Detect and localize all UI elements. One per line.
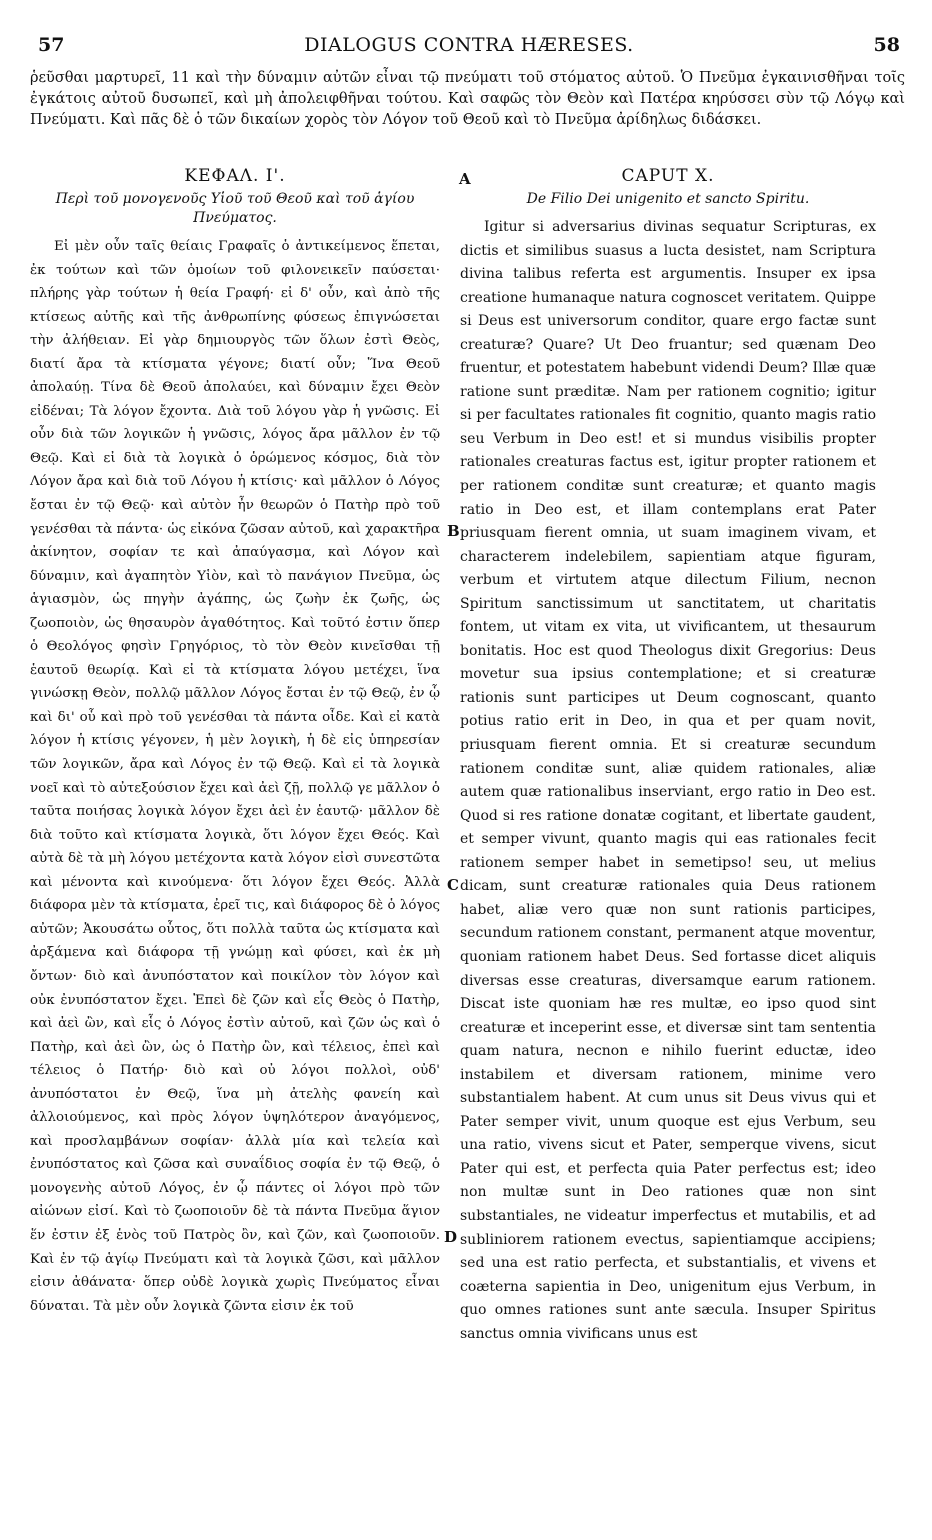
page-number-right: 58: [873, 34, 900, 56]
intro-paragraph: [30, 68, 905, 131]
latin-body-text: Igitur si adversarius divinas sequatur Scripturas, ex dictis et similibus suasus a lucta desistet, nam Scriptura divina talibus referta est argumentis. Insuper ex ipsa creatione humanaque natura cognoscet veritatem. Quippe si Deus est universorum conditor, quare ergo factæ sunt creaturæ? Quare? Ut Deo fruantur; sed quænam Deo fruentur, et potestatem habebunt videndi Deum? Illæ quæ ratione sunt præditæ. Nam per rationem cognitio; igitur si per facultates rationales fit cognitio, quanto magis ratio seu Verbum in Deo est! et si mundus visibilis propter rationales creaturas factus est, igitur propter rationem et per rationem conditæ sunt creaturæ; et quanto magis ratio in Deo est, et illam contemplans erat Pater priusquam fierent omnia, ut suam imaginem vivam, et characterem indelebilem, sapientiam atque figuram, verbum et virtutem atque dilectum Filium, necnon Spiritum sanctissimum ut sanctitatem, ut charitatis fontem, ut vitam ex vita, ut vivificantem, ut thesaurum bonitatis. Hoc est quod Theologus dixit Gregorius: Deus movetur sua ipsius contemplatione; et si creaturæ rationis sunt participes ut Deum cognoscant, quanto potius ratio erit in Deo, in qua et per quam novit, priusquam fierent omnia. Et si creaturæ secundum rationem conditæ sunt, aliæ quidem rationales, aliæ autem quæ rationalibus inserviant, ergo ratio in Deo est. Quod si res ratione donatæ cogitant, et libertate gaudent, et semper vivunt, quanto magis qui eas rationales fecit rationem semper habet in semetipso! seu, ut melius dicam, sunt creaturæ rationales quia Deus rationem habet, aliæ vero quæ non sunt rationis participes, secundum rationem constant, permanent atque moventur, quoniam rationem habet Deus. Sed fortasse dicet aliquis diversas esse creaturas, diversamque earum rationem. Discat iste quoniam hæ res multæ, eo ipso quod sint creaturæ et inceperint esse, et diversæ sint tam sententia quam natura, necnon e nihilo fuerint eductæ, ideo instabilem et diversam rationem, minime vero substantialem habent. At cum unus sit Deus vivus qui et Pater semper vivit, unum quoque est ejus Verbum, seu una ratio, vivens sicut et Pater, semperque vivens, sicut Pater qui est, et perfecta quia Pater perfectus est; ideo non multæ sunt in Deo rationes quæ non sint substantiales, ne videatur imperfectus et mutabilis, et ad subliniorem rationem evectus, sapientiamque accipiens; sed una est ratio perfecta, et substantialis, et vivens et coæterna sapientia in Deo, unigenitum ejus Verbum, in quo omnes rationes sunt ante sæcula. Insuper Spiritus sanctus omnia vivificans unus est: [460, 219, 876, 1342]
running-title: DIALOGUS CONTRA HÆRESES.: [304, 34, 634, 56]
greek-chapter-subtitle: Περὶ τοῦ μονογενοῦς Υἱοῦ τοῦ Θεοῦ καὶ τοῦ ἁγίου Πνεύματος.: [55, 191, 415, 226]
running-header: [38, 34, 900, 62]
intro-text: ῥεῦσθαι μαρτυρεῖ, 11 καὶ τὴν δύναμιν αὐτῶν εἶναι τῷ πνεύματι τοῦ στόματος αὐτοῦ. Ὁ Πνεῦμα ἐγκαινισθῆναι τοῖς ἐγκάτοις αὐτοῦ δυσωπεῖ, καὶ μὴ ἀπολειφθῆναι τούτου. Καὶ σαφῶς τὸν Θεὸν καὶ Πατέρα κηρύσσει σὺν τῷ Λόγῳ καὶ Πνεύματι. Καὶ πᾶς δὲ ὁ τῶν δικαίων χορὸς τὸν Λόγον τοῦ Θεοῦ καὶ τὸ Πνεῦμα ἀρίδηλως διδάσκει.: [30, 70, 905, 128]
margin-marker-c: C: [447, 876, 459, 894]
margin-marker-b: B: [447, 522, 460, 540]
latin-column: [460, 166, 876, 1346]
margin-marker-a: A: [459, 170, 471, 188]
latin-chapter-subtitle: De Filio Dei unigenito et sancto Spiritu.: [526, 191, 810, 207]
greek-column: [30, 166, 440, 1318]
latin-chapter-heading: CAPUT X.: [621, 166, 715, 186]
margin-marker-d: D: [444, 1228, 458, 1246]
greek-chapter-heading: ΚΕΦΑΛ. Ι'.: [184, 166, 286, 186]
greek-body-text: Εἰ μὲν οὖν ταῖς θείαις Γραφαῖς ὁ ἀντικείμενος ἕπεται, ἐκ τούτων καὶ τῶν ὁμοίων τοῦ φιλονεικεῖν παύσεται· πλήρης γὰρ τούτων ἡ θεία Γραφή· εἰ δ' οὖν, καὶ ἀπὸ τῆς κτίσεως αὐτῆς καὶ τῆς ἀνθρωπίνης φύσεως ἐπιγνώσεται τὴν ἀλήθειαν. Εἰ γὰρ δημιουργὸς τῶν ὅλων ἐστὶ Θεὸς, διατί ἄρα τὰ κτίσματα γέγονε; διατί οὖν; Ἵνα Θεοῦ ἀπολαύῃ. Τίνα δὲ Θεοῦ ἀπολαύει, καὶ δύναμιν ἔχει Θεὸν εἰδέναι; Τὰ λόγον ἔχοντα. Διὰ τοῦ λόγου γὰρ ἡ γνῶσις. Εἰ οὖν διὰ τῶν λογικῶν ἡ γνῶσις, λόγος ἄρα μᾶλλον ἐν τῷ Θεῷ. Καὶ εἰ διὰ τὰ λογικὰ ὁ ὁρώμενος κόσμος, διὰ τὸν Λόγον ἄρα καὶ διὰ τοῦ Λόγου ἡ κτίσις· καὶ μᾶλλον ὁ Λόγος ἔσται ἐν τῷ Θεῷ· καὶ αὐτὸν ἦν θεωρῶν ὁ Πατὴρ πρὸ τοῦ γενέσθαι τὰ πάντα· ὡς εἰκόνα ζῶσαν αὐτοῦ, καὶ χαρακτῆρα ἀκίνητον, σοφίαν τε καὶ ἀπαύγασμα, καὶ Λόγον καὶ δύναμιν, καὶ ἀγαπητὸν Υἱὸν, καὶ τὸ πανάγιον Πνεῦμα, ὡς ἁγιασμὸν, ὡς πηγὴν ἀγάπης, ὡς ζωὴν ἐκ ζωῆς, ὡς ζωοποιὸν, ὡς θησαυρὸν ἀγαθότητος. Καὶ τοῦτό ἐστιν ὅπερ ὁ Θεολόγος φησὶν Γρηγόριος, τὸ τὸν Θεὸν κινεῖσθαι τῇ ἑαυτοῦ θεωρίᾳ. Καὶ εἰ τὰ κτίσματα λόγου μετέχει, ἵνα γινώσκῃ Θεὸν, πολλῷ μᾶλλον Λόγος ἔσται ἐν τῷ Θεῷ, ἐν ᾧ καὶ δι' οὗ καὶ πρὸ τοῦ γενέσθαι τὰ πάντα οἶδε. Καὶ εἰ κατὰ λόγον ἡ κτίσις γέγονεν, ἡ μὲν λογικὴ, ἡ δὲ εἰς ὑπηρεσίαν τῶν λογικῶν, ἄρα καὶ Λόγος ἐν τῷ Θεῷ. Καὶ εἰ τὰ λογικὰ νοεῖ καὶ τὸ αὐτεξούσιον ἔχει καὶ ἀεὶ ζῇ, πολλῷ γε μᾶλλον ὁ ταῦτα ποιήσας λογικὰ λόγον ἔχει ἀεὶ ἐν ἑαυτῷ· μᾶλλον δὲ διὰ τοῦτο καὶ κτίσματα λογικὰ, ὅτι λόγον ἔχει Θεός. Καὶ αὐτὰ δὲ τὰ μὴ λόγου μετέχοντα κατὰ λόγον εἰσὶ συνεστῶτα καὶ μένοντα καὶ κινούμενα· ὅτι λόγον ἔχει Θεός. Ἀλλὰ διάφορα μὲν τὰ κτίσματα, ἐρεῖ τις, καὶ διάφορος δὲ ὁ λόγος αὐτῶν; Ἀκουσάτω οὗτος, ὅτι πολλὰ ταῦτα ὡς κτίσματα καὶ ἀρξάμενα καὶ διάφορα τῇ γνώμῃ καὶ φύσει, καὶ ἐκ μὴ ὄντων· διὸ καὶ ἀνυπόστατον καὶ ποικίλον τὸν λόγον καὶ οὐκ ἐνυπόστατον ἔχει. Ἐπεὶ δὲ ζῶν καὶ εἷς Θεὸς ὁ Πατὴρ, καὶ ἀεὶ ὢν, καὶ εἷς ὁ Λόγος ἐστὶν αὐτοῦ, καὶ ζῶν ὡς καὶ ὁ Πατὴρ, καὶ ἀεὶ ὢν, ὡς ὁ Πατὴρ ὢν, καὶ τέλειος, ἐπεὶ καὶ τέλειος ὁ Πατήρ· διὸ καὶ οὐ λόγοι πολλοὶ, οὐδ' ἀνυπόστατοι ἐν Θεῷ, ἵνα μὴ ἀτελὴς φανείη καὶ ἀλλοιούμενος, καὶ πρὸς λόγον ὑψηλότερον ἀναγόμενος, καὶ προσλαμβάνων σοφίαν· ἀλλὰ μία καὶ τελεία καὶ ἐνυπόστατος καὶ ζῶσα καὶ συναΐδιος σοφία ἐν τῷ Θεῷ, ὁ μονογενὴς αὐτοῦ Λόγος, ἐν ᾧ πάντες οἱ λόγοι πρὸ τῶν αἰώνων εἰσί. Καὶ τὸ ζωοποιοῦν δὲ τὰ πάντα Πνεῦμα ἅγιον ἕν ἐστιν ἐξ ἑνὸς τοῦ Πατρὸς ὂν, καὶ ζῶν, καὶ ζωοποιοῦν. Καὶ ἐν τῷ ἁγίῳ Πνεύματι καὶ τὰ λογικὰ ζῶσι, καὶ μᾶλλον εἰσιν ἀθάνατα· ὅπερ οὐδὲ λογικὰ χωρὶς Πνεύματος εἶναι δύναται. Τὰ μὲν οὖν λογικὰ ζῶντα εἰσιν ἐκ τοῦ: [30, 239, 440, 1314]
page-number-left: 57: [38, 34, 65, 56]
